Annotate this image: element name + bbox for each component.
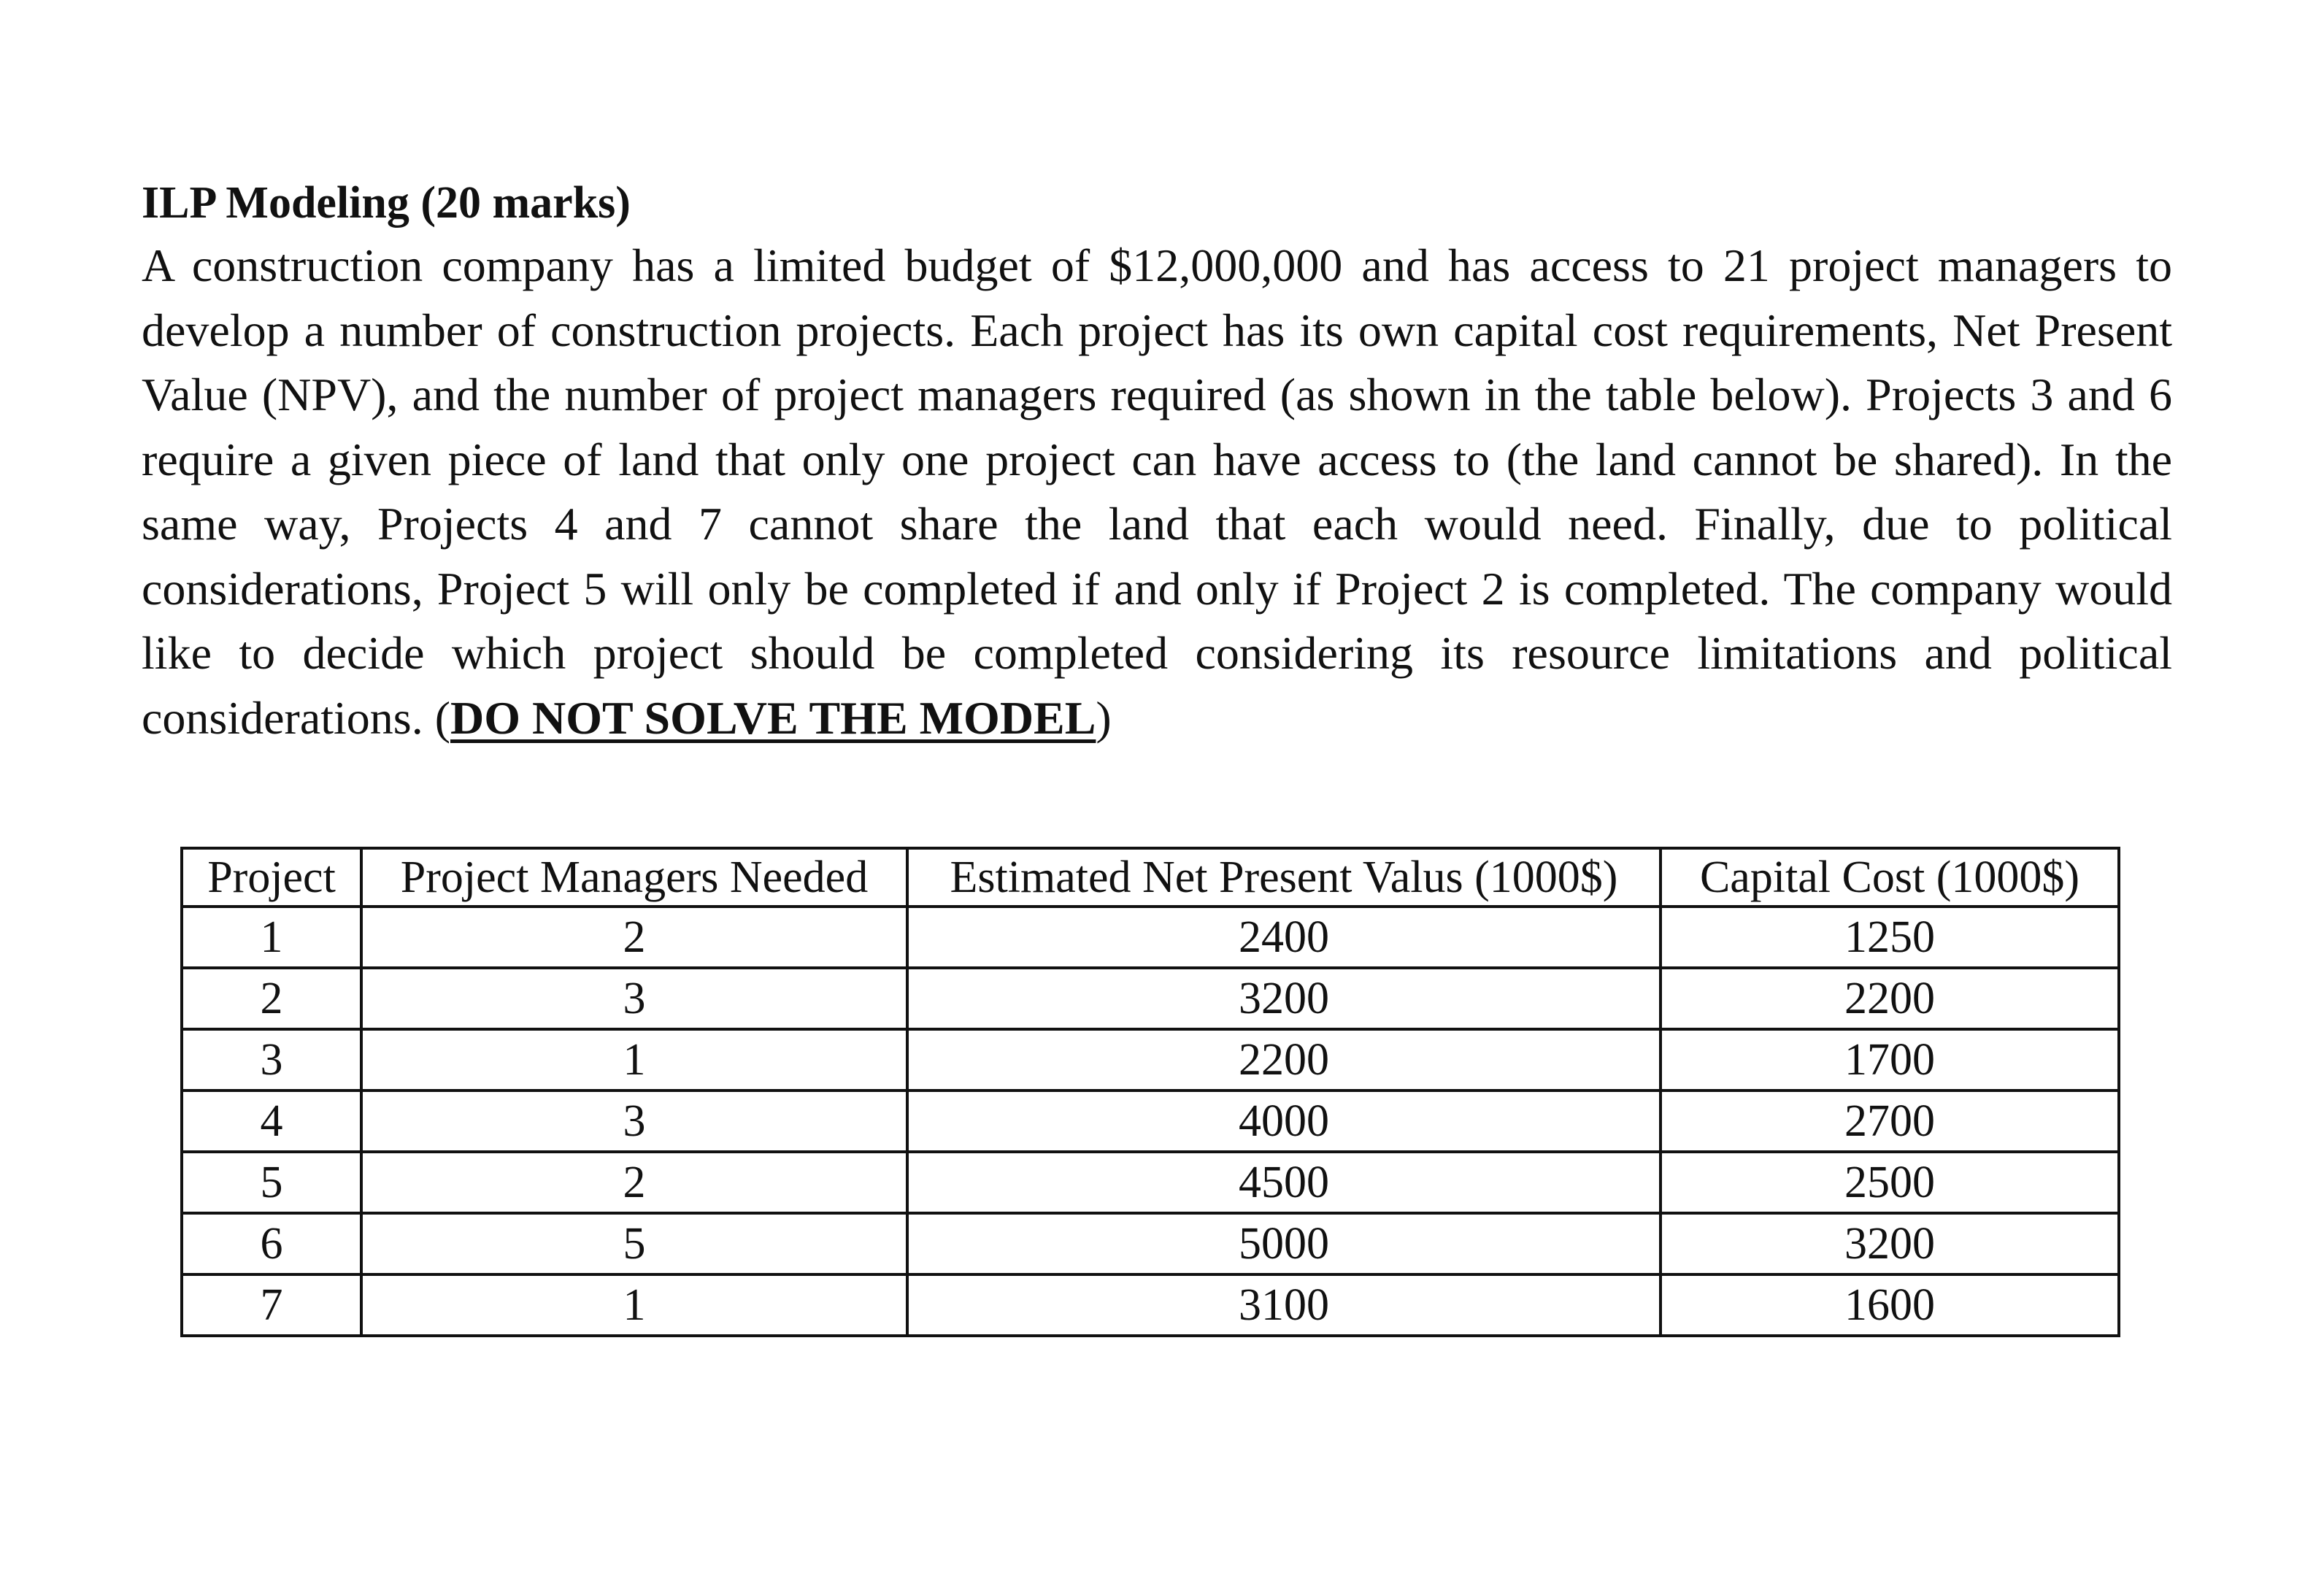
cell-project: 3 — [182, 1029, 361, 1090]
header-npv: Estimated Net Present Valus (1000$) — [907, 848, 1661, 907]
projects-table-container — [180, 847, 2117, 1337]
header-capital-cost: Capital Cost (1000$) — [1661, 848, 2119, 907]
cell-capital-cost: 1700 — [1661, 1029, 2119, 1090]
cell-managers: 5 — [361, 1213, 907, 1274]
header-project: Project — [182, 848, 361, 907]
table-row — [182, 907, 2119, 968]
closing-paren: ) — [1096, 691, 1112, 744]
cell-project: 7 — [182, 1274, 361, 1336]
cell-npv: 5000 — [907, 1213, 1661, 1274]
projects-table — [180, 847, 2120, 1337]
do-not-solve-note: DO NOT SOLVE THE MODEL — [450, 691, 1096, 744]
cell-project: 2 — [182, 968, 361, 1029]
cell-npv: 4000 — [907, 1090, 1661, 1152]
cell-managers: 1 — [361, 1029, 907, 1090]
cell-managers: 2 — [361, 907, 907, 968]
table-row — [182, 1152, 2119, 1213]
cell-capital-cost: 1250 — [1661, 907, 2119, 968]
cell-project: 5 — [182, 1152, 361, 1213]
header-managers: Project Managers Needed — [361, 848, 907, 907]
table-row — [182, 1213, 2119, 1274]
cell-managers: 1 — [361, 1274, 907, 1336]
cell-capital-cost: 2200 — [1661, 968, 2119, 1029]
cell-capital-cost: 2500 — [1661, 1152, 2119, 1213]
table-row — [182, 1029, 2119, 1090]
cell-npv: 4500 — [907, 1152, 1661, 1213]
question-text: A construction company has a limited budget of $12,000,000 and has access to 21 project managers to develop a number of construction projects. Each project has its own capital cost requirements, Net Present Value (NPV), and the number of project managers required (as shown in the table below). Projects 3 and 6 require a given piece of land that only one project can have access to (the land cannot be shared). In the same way, Projects 4 and 7 cannot share the land that each would need. Finally, due to political considerations, Project 5 will only be completed if and only if Project 2 is completed. The company would like to decide which project should be completed considering its resource limitations and political considerations. ( — [142, 239, 2172, 744]
table-row — [182, 968, 2119, 1029]
cell-project: 6 — [182, 1213, 361, 1274]
cell-capital-cost: 1600 — [1661, 1274, 2119, 1336]
document-body — [142, 172, 2172, 750]
table-row — [182, 1274, 2119, 1336]
cell-managers: 3 — [361, 1090, 907, 1152]
question-heading: ILP Modeling (20 marks) — [142, 178, 631, 228]
cell-managers: 3 — [361, 968, 907, 1029]
cell-npv: 3200 — [907, 968, 1661, 1029]
cell-managers: 2 — [361, 1152, 907, 1213]
cell-npv: 3100 — [907, 1274, 1661, 1336]
cell-capital-cost: 2700 — [1661, 1090, 2119, 1152]
question-paragraph — [142, 234, 2172, 750]
cell-npv: 2200 — [907, 1029, 1661, 1090]
cell-npv: 2400 — [907, 907, 1661, 968]
table-header-row — [182, 848, 2119, 907]
cell-project: 1 — [182, 907, 361, 968]
table-row — [182, 1090, 2119, 1152]
cell-capital-cost: 3200 — [1661, 1213, 2119, 1274]
cell-project: 4 — [182, 1090, 361, 1152]
